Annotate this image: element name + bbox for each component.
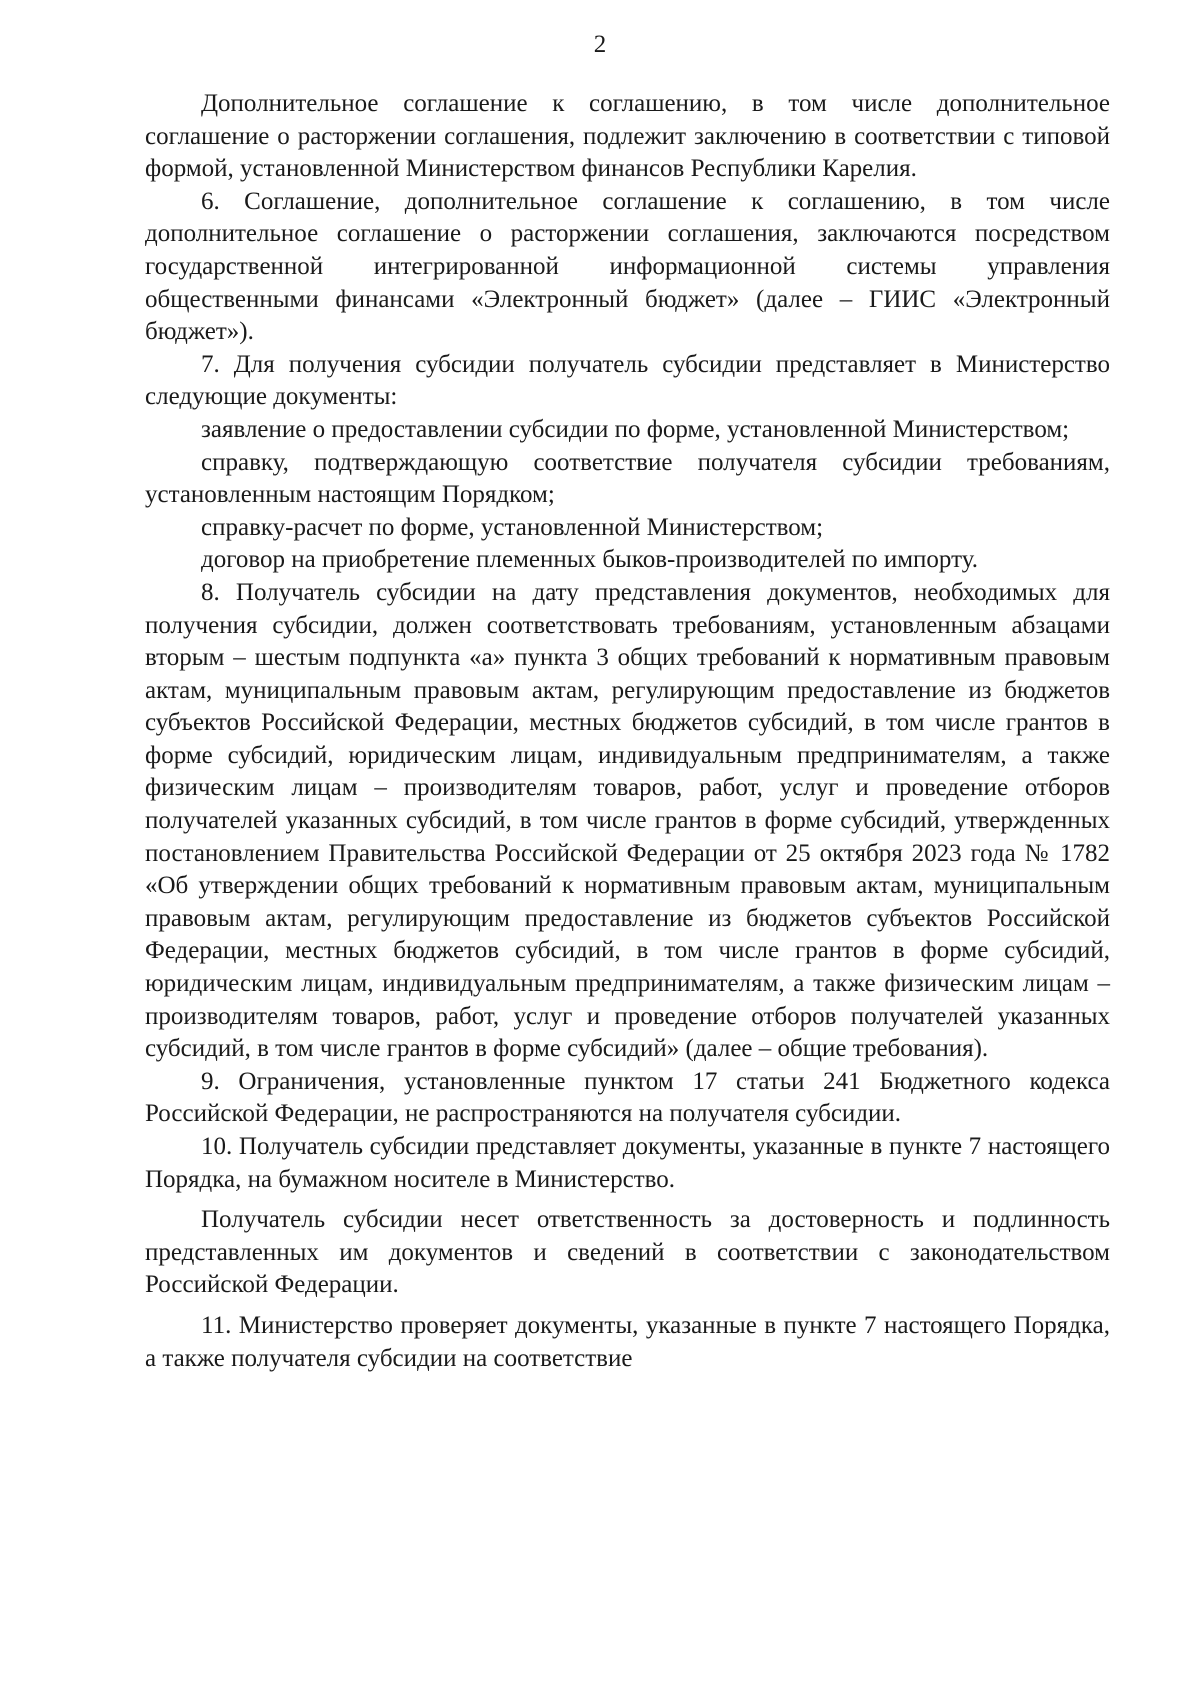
paragraph-item-11: 11. Министерство проверяет документы, указанные в пункте 7 настоящего Порядка, а также получателя субсидии на соответствие [145, 1311, 1110, 1372]
paragraph-certificate: справку, подтверждающую соответствие получателя субсидии требованиям, установленным настоящим Порядком; [145, 448, 1110, 509]
paragraph-item-6: 6. Соглашение, дополнительное соглашение к соглашению, в том числе дополнительное соглашение о расторжении соглашения, заключаются посредством государственной интегрированной информационной системы управления общественными финансами «Электронный бюджет» (далее – ГИИС «Электронный бюджет»). [145, 187, 1110, 346]
paragraph-contract: договор на приобретение племенных быков-производителей по импорту. [201, 546, 978, 574]
paragraph-item-7: 7. Для получения субсидии получатель субсидии представляет в Министерство следующие документы: [145, 350, 1110, 411]
paragraph-calculation: справку-расчет по форме, установленной Министерством; [201, 513, 824, 541]
paragraph-item-10: 10. Получатель субсидии представляет документы, указанные в пункте 7 настоящего Порядка, на бумажном носителе в Министерство. [145, 1133, 1110, 1193]
paragraph-item-9: 9. Ограничения, установленные пунктом 17 статьи 241 Бюджетного кодекса Российской Федерации, не распространяются на получателя субсидии. [145, 1067, 1110, 1128]
page-number: 2 [593, 31, 607, 58]
paragraph-item-8: 8. Получатель субсидии на дату представления документов, необходимых для получения субсидии, должен соответствовать требованиям, установленным абзацами вторым – шестым подпункта «а» пункта 3 общих требований к нормативным правовым актам, муниципальным правовым актам, регулирующим предоставление из бюджетов субъектов Российской Федерации, местных бюджетов субсидий, в том числе грантов в форме субсидий, юридическим лицам, индивидуальным предпринимателям, а также физическим лицам – производителям товаров, работ, услуг и проведение отборов получателей указанных субсидий, в том числе грантов в форме субсидий, утвержденных постановлением Правительства Российской Федерации от 25 октября 2023 года № 1782 «Об утверждении общих требований к нормативным правовым актам, муниципальным правовым актам, регулирующим предоставление из бюджетов субъектов Российской Федерации, местных бюджетов субсидий, в том числе грантов в форме субсидий, юридическим лицам, индивидуальным предпринимателям, а также физическим лицам – производителям товаров, работ, услуг и проведение отборов получателей указанных субсидий, в том числе грантов в форме субсидий» (далее – общие требования). [145, 578, 1110, 1063]
paragraph-responsibility: Получатель субсидии несет ответственность за достоверность и подлинность представленных им документов и сведений в соответствии с законодательством Российской Федерации. [145, 1206, 1110, 1299]
document-body [145, 88, 1110, 1375]
paragraph-application: заявление о предоставлении субсидии по форме, установленной Министерством; [201, 415, 1070, 443]
paragraph-additional-agreement: Дополнительное соглашение к соглашению, в том числе дополнительное соглашение о расторжении соглашения, подлежит заключению в соответствии с типовой формой, установленной Министерством финансов Республики Карелия. [145, 90, 1110, 183]
